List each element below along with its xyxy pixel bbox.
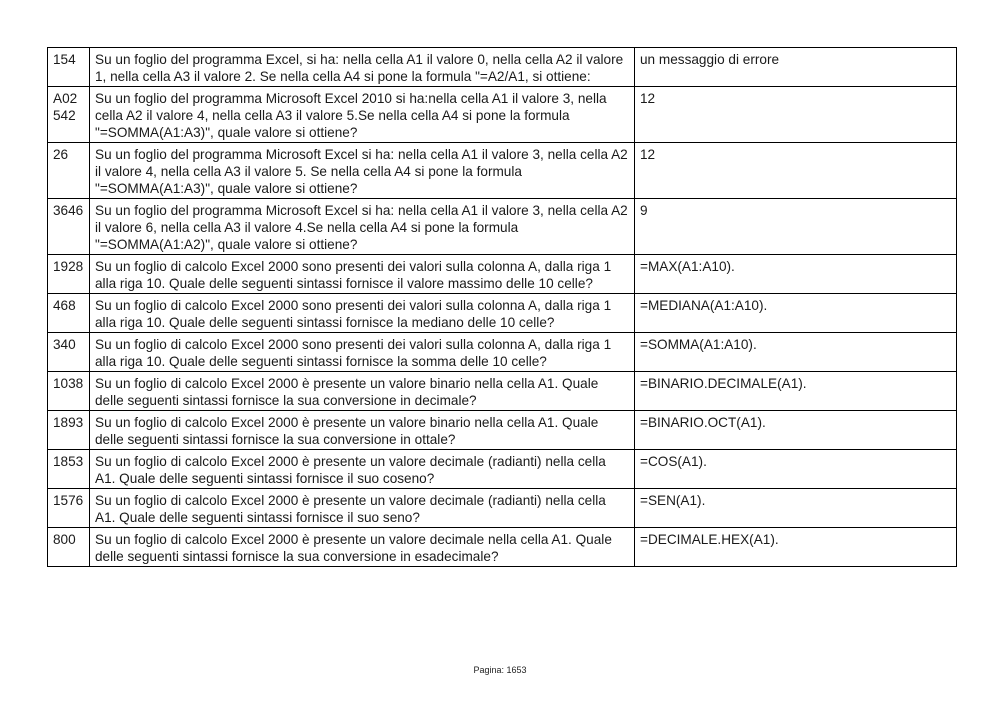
question-id: A02542 [48,87,90,143]
question-text: Su un foglio di calcolo Excel 2000 è presente un valore binario nella cella A1. Quale delle seguenti sintassi fornisce la sua conversione in ottale? [90,411,635,450]
question-id: 26 [48,143,90,199]
answer-text: =SOMMA(A1:A10). [635,333,957,372]
question-text: Su un foglio del programma Microsoft Excel si ha: nella cella A1 il valore 3, nella cella A2 il valore 4, nella cella A3 il valore 5. Se nella cella A4 si pone la formula "=SOMMA(A1:A3)", quale valore si ottiene? [90,143,635,199]
question-text: Su un foglio di calcolo Excel 2000 sono presenti dei valori sulla colonna A, dalla riga 1 alla riga 10. Quale delle seguenti sintassi fornisce la mediano delle 10 celle? [90,294,635,333]
table-row [48,411,957,450]
question-id: 1038 [48,372,90,411]
question-text: Su un foglio di calcolo Excel 2000 è presente un valore binario nella cella A1. Quale delle seguenti sintassi fornisce la sua conversione in decimale? [90,372,635,411]
question-id: 340 [48,333,90,372]
answer-text: 12 [635,87,957,143]
table-row [48,294,957,333]
answer-text: =COS(A1). [635,450,957,489]
answer-text: un messaggio di errore [635,48,957,87]
table-row [48,87,957,143]
question-id: 1576 [48,489,90,528]
answer-text: =BINARIO.DECIMALE(A1). [635,372,957,411]
questions-table [47,47,957,567]
question-text: Su un foglio del programma Excel, si ha: nella cella A1 il valore 0, nella cella A2 il valore 1, nella cella A3 il valore 2. Se nella cella A4 si pone la formula "=A2/A1, si ottiene: [90,48,635,87]
answer-text: =MEDIANA(A1:A10). [635,294,957,333]
table-row [48,333,957,372]
answer-text: =BINARIO.OCT(A1). [635,411,957,450]
table-row [48,450,957,489]
table-row [48,528,957,567]
answer-text: 9 [635,199,957,255]
question-text: Su un foglio di calcolo Excel 2000 è presente un valore decimale (radianti) nella cella A1. Quale delle seguenti sintassi fornisce il suo seno? [90,489,635,528]
answer-text: =MAX(A1:A10). [635,255,957,294]
table-row [48,255,957,294]
answer-text: =DECIMALE.HEX(A1). [635,528,957,567]
question-id: 800 [48,528,90,567]
question-id: 468 [48,294,90,333]
table-row [48,48,957,87]
question-id: 154 [48,48,90,87]
question-id: 3646 [48,199,90,255]
question-text: Su un foglio del programma Microsoft Excel si ha: nella cella A1 il valore 3, nella cella A2 il valore 6, nella cella A3 il valore 4.Se nella cella A4 si pone la formula "=SOMMA(A1:A2)", quale valore si ottiene? [90,199,635,255]
table-row [48,372,957,411]
question-text: Su un foglio del programma Microsoft Excel 2010 si ha:nella cella A1 il valore 3, nella cella A2 il valore 4, nella cella A3 il valore 5.Se nella cella A4 si pone la formula "=SOMMA(A1:A3)", quale valore si ottiene? [90,87,635,143]
question-id: 1928 [48,255,90,294]
question-text: Su un foglio di calcolo Excel 2000 è presente un valore decimale (radianti) nella cella A1. Quale delle seguenti sintassi fornisce il suo coseno? [90,450,635,489]
table-row [48,143,957,199]
page-number: Pagina: 1653 [473,665,527,675]
table-row [48,489,957,528]
question-text: Su un foglio di calcolo Excel 2000 sono presenti dei valori sulla colonna A, dalla riga 1 alla riga 10. Quale delle seguenti sintassi fornisce il valore massimo delle 10 celle? [90,255,635,294]
question-text: Su un foglio di calcolo Excel 2000 è presente un valore decimale nella cella A1. Quale delle seguenti sintassi fornisce la sua conversione in esadecimale? [90,528,635,567]
answer-text: =SEN(A1). [635,489,957,528]
question-text: Su un foglio di calcolo Excel 2000 sono presenti dei valori sulla colonna A, dalla riga 1 alla riga 10. Quale delle seguenti sintassi fornisce la somma delle 10 celle? [90,333,635,372]
answer-text: 12 [635,143,957,199]
table-row [48,199,957,255]
question-id: 1853 [48,450,90,489]
question-id: 1893 [48,411,90,450]
